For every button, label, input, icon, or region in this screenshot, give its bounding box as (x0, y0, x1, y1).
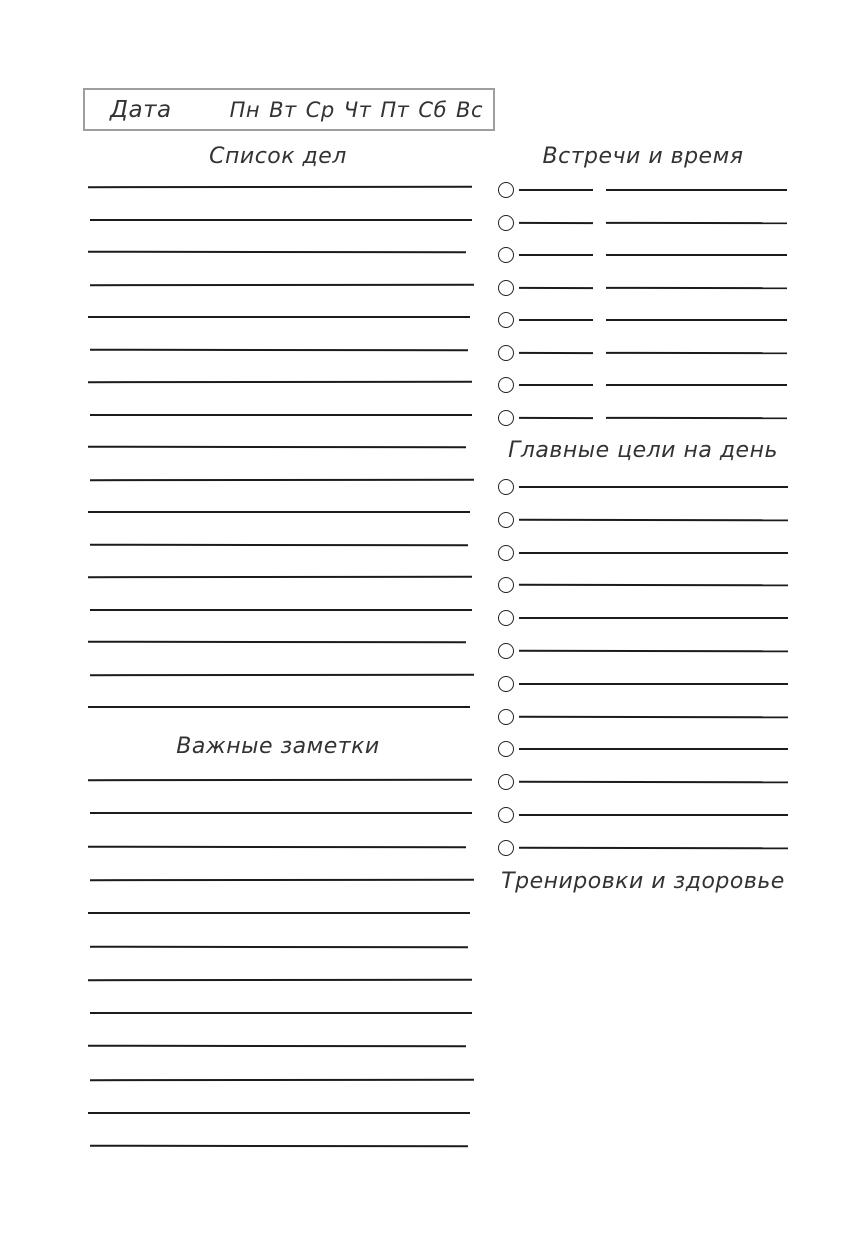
checkbox-circle-icon[interactable] (498, 512, 514, 528)
goal-line[interactable] (519, 748, 788, 750)
meeting-time-line[interactable] (519, 254, 593, 256)
todo-line[interactable] (90, 673, 474, 675)
todo-line[interactable] (90, 609, 472, 611)
checkbox-circle-icon[interactable] (498, 377, 514, 393)
todo-line[interactable] (90, 414, 472, 416)
meeting-time-line[interactable] (519, 287, 593, 289)
meeting-description-line[interactable] (606, 287, 787, 289)
health-section-title: Тренировки и здоровье (501, 869, 785, 894)
todo-line[interactable] (90, 283, 474, 285)
todo-section-title: Список дел (209, 144, 347, 169)
todo-line[interactable] (88, 381, 472, 383)
todo-line[interactable] (88, 316, 470, 318)
meeting-description-line[interactable] (606, 254, 787, 256)
checkbox-circle-icon[interactable] (498, 676, 514, 692)
notes-line[interactable] (88, 1045, 466, 1048)
meeting-description-line[interactable] (606, 189, 787, 191)
weekday-list (221, 98, 483, 122)
goal-row (498, 709, 788, 725)
goal-rows (498, 479, 790, 869)
notes-line[interactable] (88, 1112, 470, 1114)
goal-row (498, 774, 788, 790)
todo-line[interactable] (88, 511, 470, 513)
meeting-row (498, 345, 787, 361)
checkbox-circle-icon[interactable] (498, 345, 514, 361)
checkbox-circle-icon[interactable] (498, 774, 514, 790)
goal-line[interactable] (519, 519, 788, 521)
goal-line[interactable] (519, 650, 788, 652)
checkbox-circle-icon[interactable] (498, 709, 514, 725)
notes-line[interactable] (90, 945, 468, 948)
checkbox-circle-icon[interactable] (498, 215, 514, 231)
meeting-time-line[interactable] (519, 417, 593, 419)
todo-line[interactable] (90, 348, 468, 351)
notes-section-title: Важные заметки (176, 734, 380, 759)
goal-row (498, 577, 788, 593)
todo-line[interactable] (88, 641, 466, 644)
date-header-box (83, 88, 495, 131)
goal-line[interactable] (519, 683, 788, 685)
meeting-row (498, 215, 787, 231)
goal-line[interactable] (519, 814, 788, 816)
checkbox-circle-icon[interactable] (498, 807, 514, 823)
notes-line[interactable] (88, 779, 472, 781)
date-label: Дата (110, 96, 172, 123)
meeting-description-line[interactable] (606, 384, 787, 386)
meeting-time-line[interactable] (519, 189, 593, 191)
weekday-label[interactable]: Пн (229, 97, 261, 122)
todo-line[interactable] (90, 219, 472, 221)
todo-line[interactable] (88, 186, 472, 188)
meeting-rows (498, 182, 790, 442)
checkbox-circle-icon[interactable] (498, 610, 514, 626)
meeting-time-line[interactable] (519, 319, 593, 321)
meeting-row (498, 182, 787, 198)
notes-line[interactable] (90, 1078, 474, 1080)
notes-line[interactable] (88, 979, 472, 981)
meeting-row (498, 312, 787, 328)
meeting-time-line[interactable] (519, 384, 593, 386)
checkbox-circle-icon[interactable] (498, 280, 514, 296)
notes-line[interactable] (90, 812, 472, 814)
goal-row (498, 479, 788, 495)
meeting-description-line[interactable] (606, 221, 787, 223)
goal-row (498, 676, 788, 692)
goal-row (498, 643, 788, 659)
notes-line[interactable] (90, 879, 474, 881)
goal-line[interactable] (519, 617, 788, 619)
goal-line[interactable] (519, 847, 788, 849)
goal-line[interactable] (519, 781, 788, 783)
goal-row (498, 610, 788, 626)
meeting-row (498, 377, 787, 393)
checkbox-circle-icon[interactable] (498, 312, 514, 328)
checkbox-circle-icon[interactable] (498, 182, 514, 198)
checkbox-circle-icon[interactable] (498, 577, 514, 593)
goal-line[interactable] (519, 715, 788, 717)
goal-line[interactable] (519, 486, 788, 488)
meeting-row (498, 280, 787, 296)
todo-line[interactable] (88, 446, 466, 449)
checkbox-circle-icon[interactable] (498, 479, 514, 495)
meeting-row (498, 247, 787, 263)
checkbox-circle-icon[interactable] (498, 410, 514, 426)
weekday-label[interactable]: Вс (456, 97, 483, 122)
todo-line[interactable] (90, 478, 474, 480)
todo-line[interactable] (88, 706, 470, 708)
meeting-time-line[interactable] (519, 221, 593, 223)
weekday-label[interactable]: Ср (305, 97, 335, 122)
goal-row (498, 807, 788, 823)
meeting-row (498, 410, 787, 426)
meeting-description-line[interactable] (606, 319, 787, 321)
goal-line[interactable] (519, 552, 788, 554)
checkbox-circle-icon[interactable] (498, 643, 514, 659)
goal-row (498, 741, 788, 757)
notes-line[interactable] (88, 845, 466, 848)
todo-line[interactable] (88, 576, 472, 578)
weekday-label[interactable]: Чт (343, 97, 372, 122)
checkbox-circle-icon[interactable] (498, 741, 514, 757)
meeting-time-line[interactable] (519, 352, 593, 354)
checkbox-circle-icon[interactable] (498, 247, 514, 263)
todo-lines (88, 186, 472, 711)
goal-line[interactable] (519, 584, 788, 586)
notes-line[interactable] (90, 1145, 468, 1148)
meeting-description-line[interactable] (606, 417, 787, 419)
weekday-label[interactable]: Пт (380, 97, 410, 122)
checkbox-circle-icon[interactable] (498, 545, 514, 561)
notes-lines (88, 779, 472, 1149)
meetings-section-title: Встречи и время (542, 144, 744, 169)
notes-line[interactable] (88, 912, 470, 914)
todo-line[interactable] (90, 543, 468, 546)
meeting-description-line[interactable] (606, 352, 787, 354)
notes-line[interactable] (90, 1012, 472, 1014)
weekday-label[interactable]: Сб (418, 97, 448, 122)
weekday-label[interactable]: Вт (269, 97, 297, 122)
todo-line[interactable] (88, 251, 466, 254)
goal-row (498, 840, 788, 856)
goals-section-title: Главные цели на день (508, 438, 778, 463)
goal-row (498, 512, 788, 528)
goal-row (498, 545, 788, 561)
checkbox-circle-icon[interactable] (498, 840, 514, 856)
